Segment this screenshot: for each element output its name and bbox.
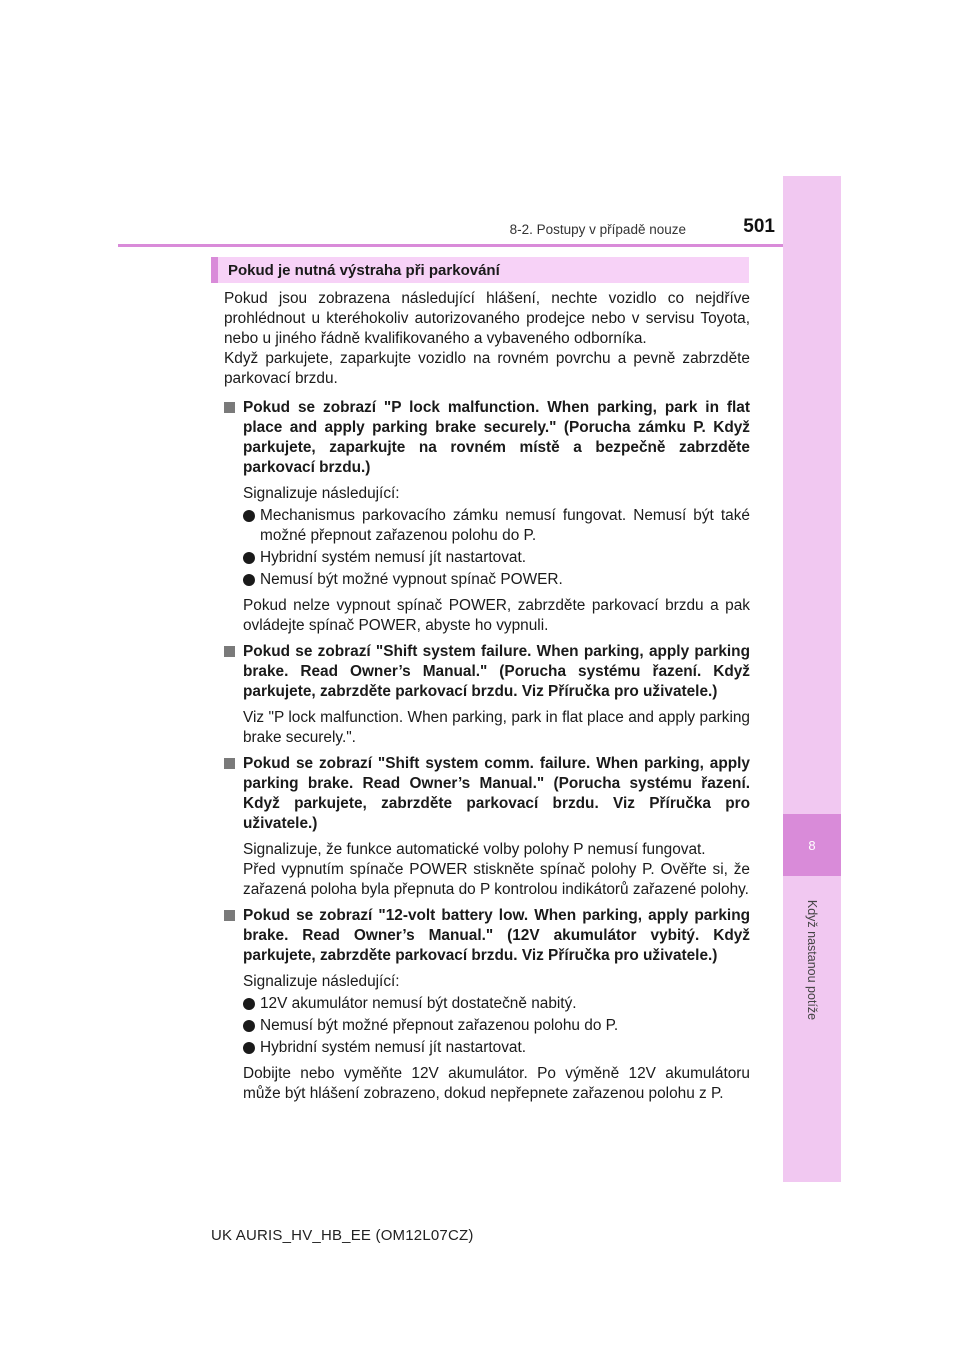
chapter-number: 8 <box>808 837 816 853</box>
header-rule <box>118 244 783 247</box>
footer-model-code: UK AURIS_HV_HB_EE (OM12L07CZ) <box>211 1227 474 1244</box>
square-bullet-icon <box>224 910 235 921</box>
round-bullet-icon <box>243 552 255 564</box>
item-text: Viz "P lock malfunction. When parking, park in flat place and apply parking brake securely.". <box>243 709 750 746</box>
list-item: Hybridní systém nemusí jít nastartovat. <box>243 1038 750 1058</box>
item-title: Pokud se zobrazí "Shift system comm. failure. When parking, apply parking brake. Read Owner’s Manual." (Porucha systému řazení. Když parkujete, zabrzděte parkovací brzdu. Viz Příručka pro uživatele.) <box>243 755 750 832</box>
message-item-1 <box>224 398 750 636</box>
round-bullet-icon <box>243 574 255 586</box>
item-text: Signalizuje následující: <box>243 973 400 990</box>
page-number: 501 <box>743 216 775 237</box>
square-bullet-icon <box>224 402 235 413</box>
item-title: Pokud se zobrazí "Shift system failure. When parking, apply parking brake. Read Owner’s Manual." (Porucha systému řazení. Když parkujete, zabrzděte parkovací brzdu. Viz Příručka pro uživatele.) <box>243 643 750 700</box>
round-bullet-icon <box>243 1020 255 1032</box>
section-heading <box>211 257 749 283</box>
item-text: Pokud nelze vypnout spínač POWER, zabrzděte parkovací brzdu a pak ovládejte spínač POWER, abyste ho vypnuli. <box>243 597 750 634</box>
round-bullet-icon <box>243 1042 255 1054</box>
item-title: Pokud se zobrazí "12-volt battery low. When parking, apply parking brake. Read Owner’s Manual." (12V akumulátor vybitý. Když parkujete, zabrzděte parkovací brzdu. Viz Příručka pro uživatele.) <box>243 907 750 964</box>
list-item: Mechanismus parkovacího zámku nemusí fungovat. Nemusí být také možné přepnout zařazenou polohu do P. <box>243 506 750 546</box>
chapter-title: Když nastanou potíže <box>805 899 820 1021</box>
round-bullet-icon <box>243 998 255 1010</box>
item-title: Pokud se zobrazí "P lock malfunction. When parking, park in flat place and apply parking brake securely." (Porucha zámku P. Když parkujete, zaparkujte na rovném místě a bezpečně zabrzděte parkovací brzdu.) <box>243 399 750 476</box>
item-text: Před vypnutím spínače POWER stiskněte spínač polohy P. Ověřte si, že zařazená poloha byla přepnuta do P kontrolou indikátorů zařazené polohy. <box>243 861 750 898</box>
list-item: Nemusí být možné přepnout zařazenou polohu do P. <box>243 1016 750 1036</box>
square-bullet-icon <box>224 646 235 657</box>
content <box>224 289 750 1104</box>
message-item-4 <box>224 906 750 1104</box>
item-text: Dobijte nebo vyměňte 12V akumulátor. Po výměně 12V akumulátoru může být hlášení zobrazeno, dokud nepřepnete zařazenou polohu z P. <box>243 1065 750 1102</box>
item-text: Signalizuje následující: <box>243 485 400 502</box>
item-text: Signalizuje, že funkce automatické volby polohy P nemusí fungovat. <box>243 841 706 858</box>
message-item-3 <box>224 754 750 900</box>
list-item: Nemusí být možné vypnout spínač POWER. <box>243 570 750 590</box>
intro-paragraph-2: Když parkujete, zaparkujte vozidlo na rovném povrchu a pevně zabrzděte parkovací brzdu. <box>224 350 750 387</box>
chapter-tab <box>783 814 841 876</box>
intro-paragraph: Pokud jsou zobrazena následující hlášení, nechte vozidlo co nejdříve prohlédnout u kteréhokoliv autorizovaného prodejce nebo v servisu Toyota, nebo u jiného řádně kvalifikovaného a vybaveného odborníka. <box>224 290 750 347</box>
list-item: Hybridní systém nemusí jít nastartovat. <box>243 548 750 568</box>
square-bullet-icon <box>224 758 235 769</box>
list-item: 12V akumulátor nemusí být dostatečně nabitý. <box>243 994 750 1014</box>
chapter-title-vertical <box>783 880 841 1040</box>
section-heading-text: Pokud je nutná výstraha při parkování <box>228 261 500 279</box>
message-item-2 <box>224 642 750 748</box>
round-bullet-icon <box>243 510 255 522</box>
